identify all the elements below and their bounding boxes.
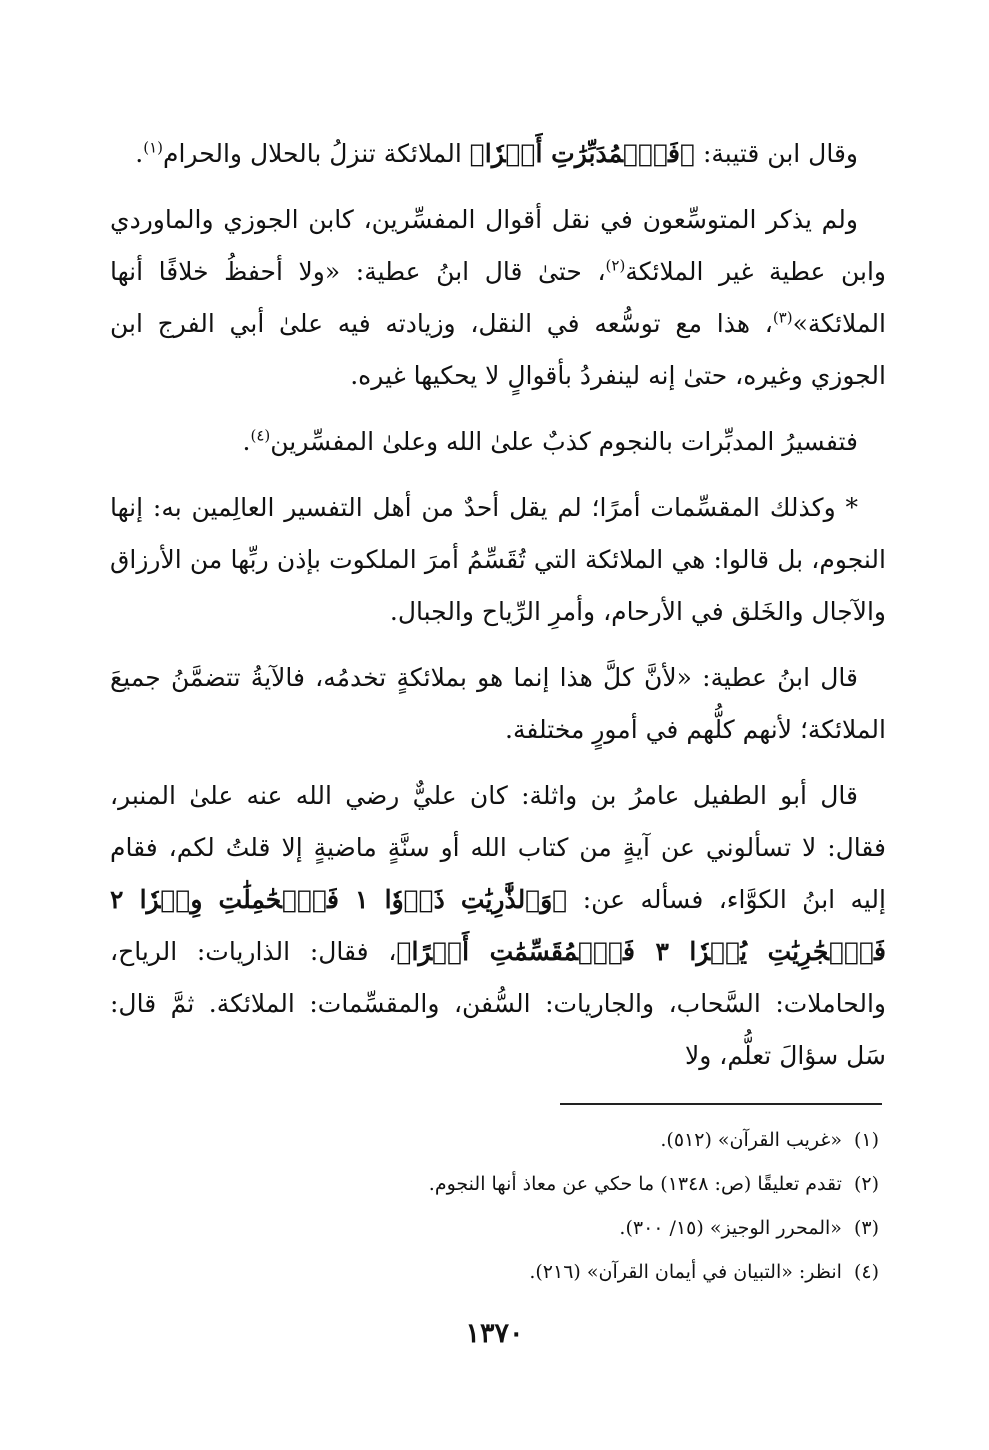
- paragraph-text: قال ابنُ عطية: «لأنَّ كلَّ هذا إنما هو بملائكةٍ تخدمُه، فالآيةُ تتضمَّنُ جميعَ الملائكة؛ لأنهم كلُّهم في أمورٍ مختلفة.: [110, 663, 886, 744]
- footnote-number: (٤): [853, 1261, 879, 1283]
- footnote-ref: (٢): [605, 256, 626, 275]
- paragraph-3: [110, 416, 886, 468]
- quran-verse: ﴿فَٱلۡمُدَبِّرَٰتِ أَمۡرٗا﴾: [469, 139, 695, 168]
- paragraph-2: [110, 194, 886, 402]
- paragraph-text: وقال ابن قتيبة:: [695, 139, 858, 168]
- paragraph-text: ، هذا مع توسُّعه في النقل، وزيادته فيه علىٰ أبي الفرج ابن الجوزي وغيره، حتىٰ إنه لينفردُ بأقوالٍ لا يحكيها غيره.: [110, 309, 886, 390]
- main-text: [110, 128, 886, 1096]
- paragraph-1: [110, 128, 886, 180]
- paragraph-text: ، فقال: الذاريات: الرياح، والحاملات: السَّحاب، والجاريات: السُّفن، والمقسِّمات: الملائكة. ثمَّ قال: سَل سؤالَ تعلُّم، ولا: [110, 937, 886, 1070]
- paragraph-text: الملائكة تنزلُ بالحلال والحرام: [163, 139, 470, 168]
- footnote-ref: (٤): [250, 426, 271, 445]
- paragraph-end: .: [135, 139, 144, 168]
- footnote-text: «غريب القرآن» (٥١٢).: [660, 1129, 842, 1151]
- paragraph-5: [110, 652, 886, 756]
- paragraph-text: ولم يذكر المتوسِّعون في نقل أقوال المفسِّرين، كابن الجوزي والماوردي وابن عطية غير الملائكة: [110, 205, 886, 286]
- footnote-3: [119, 1206, 879, 1250]
- footnote-separator: [560, 1103, 882, 1105]
- paragraph-text: ، حتىٰ قال ابنُ عطية: «ولا أحفظُ خلافًا أنها الملائكة»: [110, 257, 886, 338]
- footnote-ref: (١): [143, 138, 163, 157]
- paragraph-text: فتفسيرُ المدبِّرات بالنجوم كذبٌ علىٰ الله وعلىٰ المفسِّرين: [270, 427, 858, 456]
- footnote-number: (٢): [853, 1173, 879, 1195]
- quran-verse: ﴿وَٱلذَّٰرِيَٰتِ ذَرۡوٗا ١ فَٱلۡحَٰمِلَٰتِ وِقۡرٗا ٢ فَٱلۡجَٰرِيَٰتِ يُسۡرٗا ٣ فَٱلۡمُقَسِّمَٰتِ أَمۡرًا﴾: [110, 885, 886, 966]
- paragraph-end: .: [242, 427, 251, 456]
- paragraph-4: [110, 482, 886, 638]
- footnote-ref: (٣): [772, 308, 793, 327]
- footnote-1: [119, 1118, 879, 1162]
- footnotes: [119, 1118, 879, 1294]
- footnote-text: انظر: «التبيان في أيمان القرآن» (٢١٦).: [529, 1261, 842, 1283]
- page-number: ١٣٧٠: [465, 1318, 524, 1349]
- paragraph-text: قال أبو الطفيل عامرُ بن واثلة: كان عليٌّ رضي الله عنه علىٰ المنبر، فقال: لا تسألوني عن آيةٍ من كتاب الله أو سنَّةٍ ماضيةٍ إلا قلتُ لكم، فقام إليه ابنُ الكوَّاء، فسأله عن:: [110, 781, 886, 914]
- paragraph-6: [110, 770, 886, 1082]
- footnote-4: [119, 1250, 879, 1294]
- footnote-number: (١): [853, 1129, 879, 1151]
- footnote-number: (٣): [853, 1217, 879, 1239]
- footnote-2: [119, 1162, 879, 1206]
- paragraph-text: * وكذلك المقسِّمات أمرًا؛ لم يقل أحدٌ من أهل التفسير العالِمين به: إنها النجوم، بل قالوا: هي الملائكة التي تُقَسِّمُ أمرَ الملكوت بإذن ربِّها من الأرزاق والآجال والخَلق في الأرحام، وأمرِ الرِّياح والجبال.: [110, 493, 886, 626]
- footnote-text: تقدم تعليقًا (ص: ١٣٤٨) ما حكي عن معاذ أنها النجوم.: [428, 1173, 842, 1195]
- footnote-text: «المحرر الوجيز» (١٥/ ٣٠٠).: [619, 1217, 842, 1239]
